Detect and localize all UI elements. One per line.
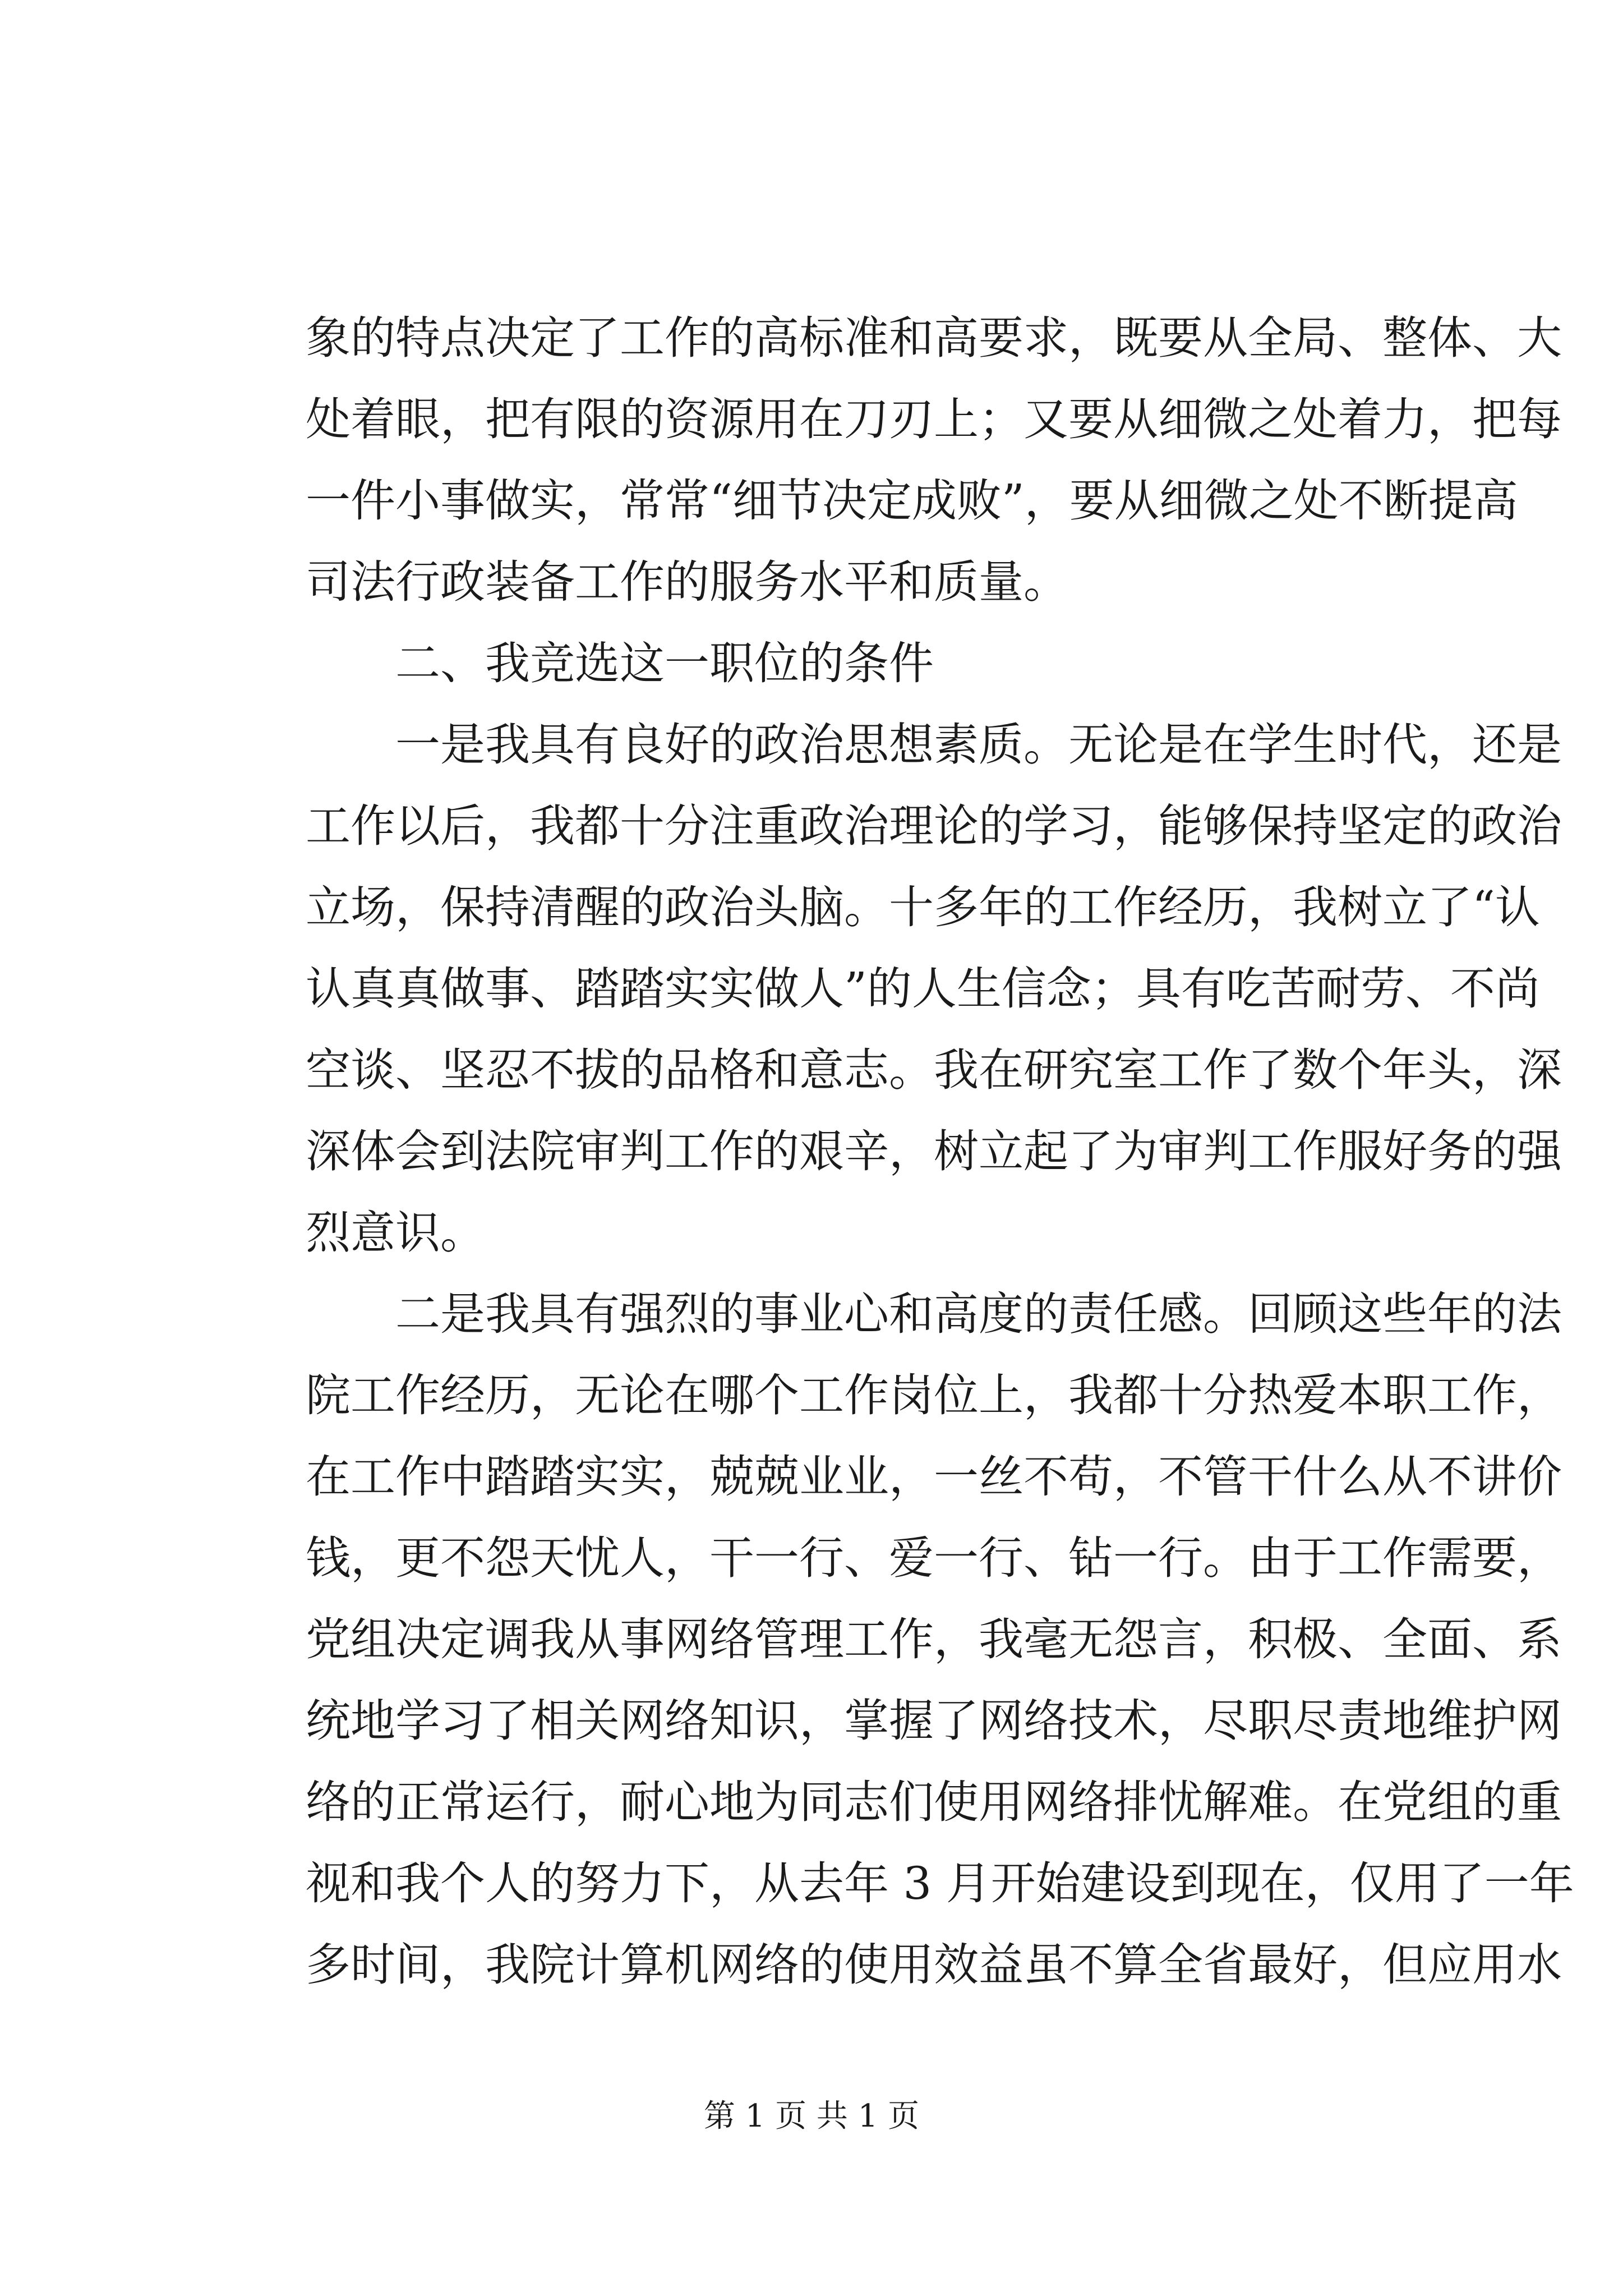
text-line: 多时间，我院计算机网络的使用效益虽不算全省最好，但应用水 [306, 1939, 1562, 1991]
text-line: 统地学习了相关网络知识，掌握了网络技术，尽职尽责地维护网 [306, 1695, 1562, 1747]
text-line: 党组决定调我从事网络管理工作，我毫无怨言，积极、全面、系 [306, 1613, 1562, 1665]
paragraph-start: 二是我具有强烈的事业心和高度的责任感。回顾这些年的法 [395, 1288, 1562, 1340]
text-line: 立场，保持清醒的政治头脑。十多年的工作经历，我树立了“认 [306, 881, 1540, 933]
text-line: 处着眼，把有限的资源用在刀刃上；又要从细微之处着力，把每 [306, 393, 1562, 445]
section-heading: 二、我竞选这一职位的条件 [395, 637, 934, 689]
text-line: 空谈、坚忍不拔的品格和意志。我在研究室工作了数个年头，深 [306, 1044, 1562, 1096]
text-line: 钱，更不怨天忧人，干一行、爱一行、钻一行。由于工作需要， [306, 1532, 1562, 1584]
text-line: 一件小事做实，常常“细节决定成败”，要从细微之处不断提高 [306, 475, 1518, 527]
text-line: 在工作中踏踏实实，兢兢业业，一丝不苟，不管干什么从不讲价 [306, 1451, 1562, 1503]
text-line: 视和我个人的努力下，从去年 3 月开始建设到现在，仅用了一年 [306, 1857, 1574, 1910]
text-line: 认真真做事、踏踏实实做人”的人生信念；具有吃苦耐劳、不尚 [306, 963, 1540, 1015]
text-line: 院工作经历，无论在哪个工作岗位上，我都十分热爱本职工作， [306, 1369, 1562, 1421]
page-number-label: 第 1 页 共 1 页 [703, 2098, 920, 2134]
text-line: 烈意识。 [306, 1207, 485, 1259]
text-line: 司法行政装备工作的服务水平和质量。 [306, 556, 1068, 608]
body-text [306, 297, 1574, 2005]
paragraph-start: 一是我具有良好的政治思想素质。无论是在学生时代，还是 [395, 719, 1562, 771]
text-line: 象的特点决定了工作的高标准和高要求，既要从全局、整体、大 [306, 312, 1562, 364]
text-line: 深体会到法院审判工作的艰辛，树立起了为审判工作服好务的强 [306, 1125, 1562, 1177]
page-footer [0, 2097, 1623, 2136]
text-line: 络的正常运行，耐心地为同志们使用网络排忧解难。在党组的重 [306, 1776, 1562, 1828]
text-line: 工作以后，我都十分注重政治理论的学习，能够保持坚定的政治 [306, 800, 1562, 852]
